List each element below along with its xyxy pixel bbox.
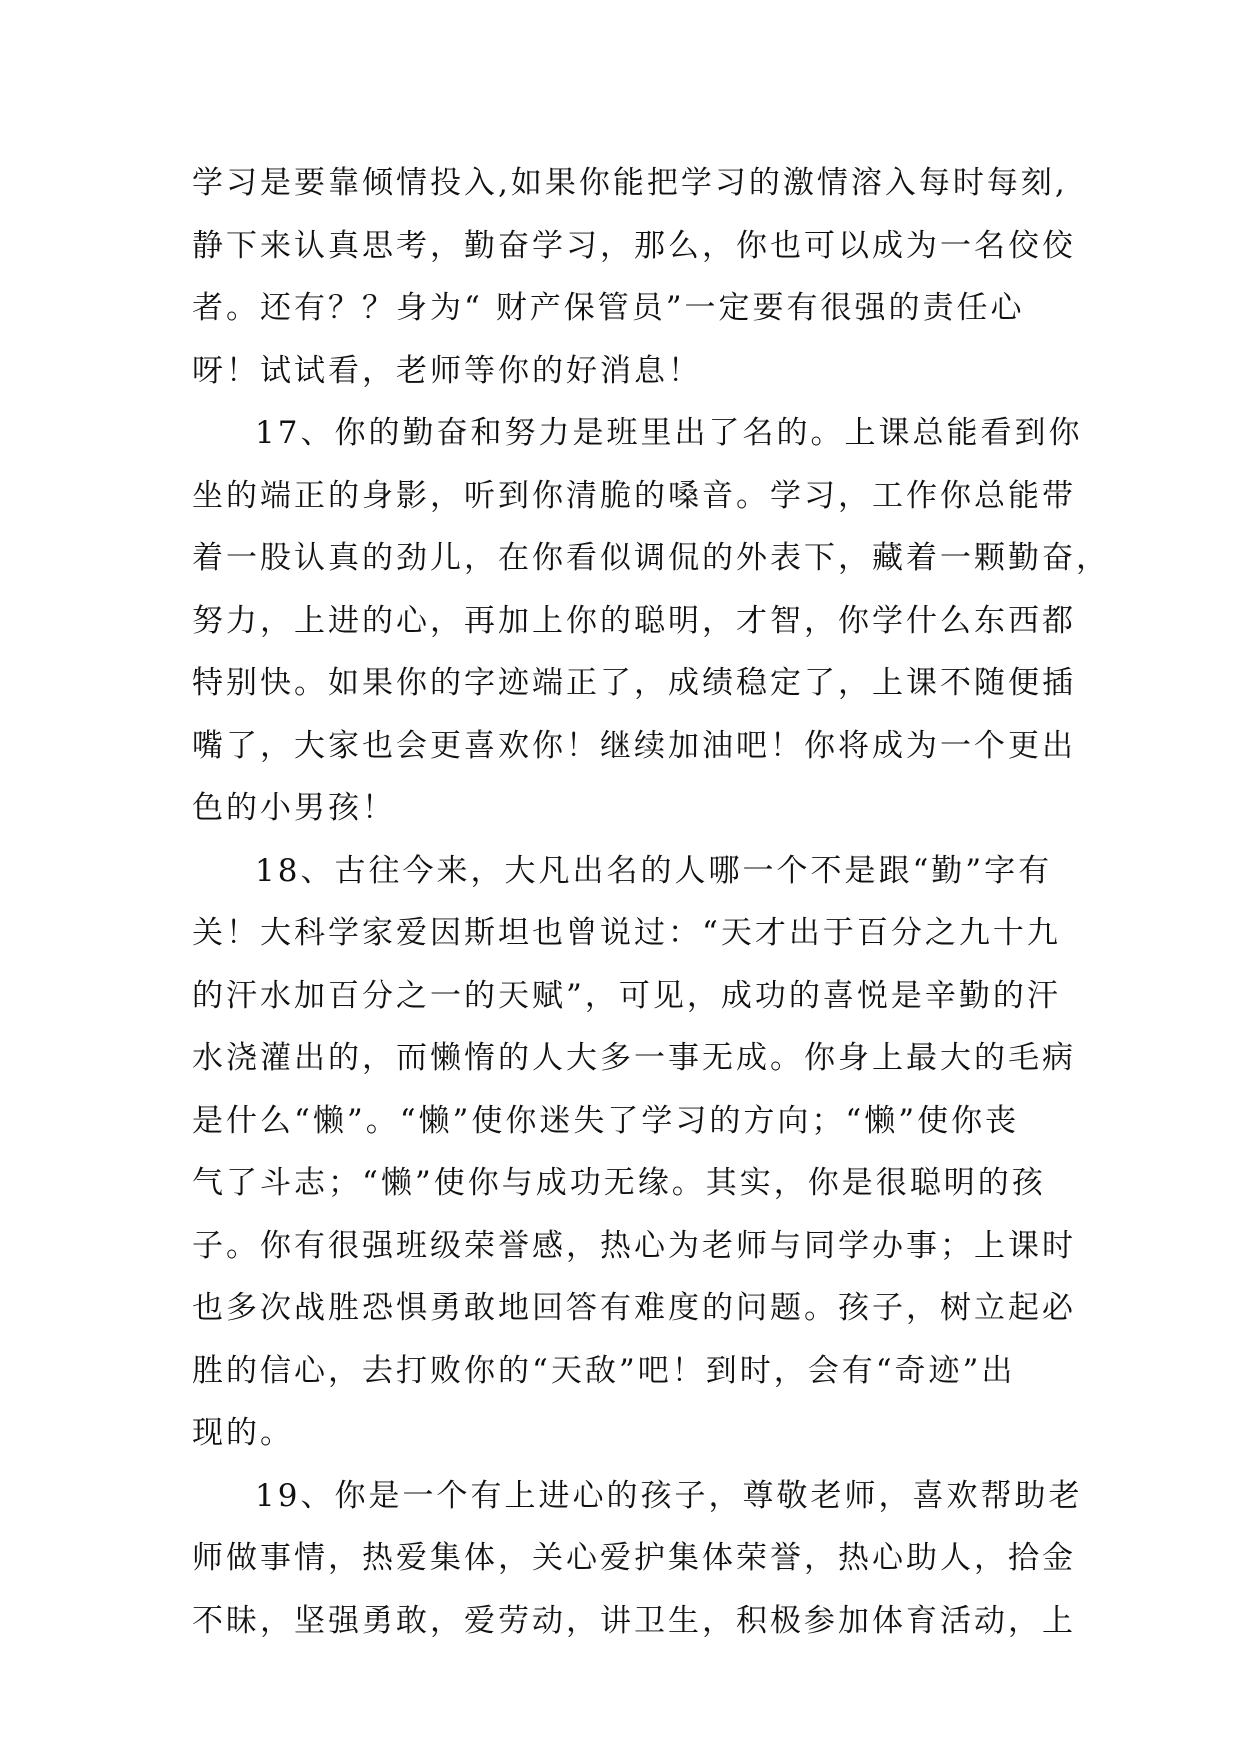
text-line: 师做事情，热爱集体，关心爱护集体荣誉，热心助人，拾金 [192, 1540, 1076, 1576]
text-line: 关！大科学家爱因斯坦也曾说过：“天才出于百分之九十九 [192, 915, 1061, 951]
text-line: 嘴了，大家也会更喜欢你！继续加油吧！你将成为一个更出 [192, 727, 1076, 764]
text-line: 19、你是一个有上进心的孩子，尊敬老师，喜欢帮助老 [255, 1477, 1083, 1514]
text-line: 者。还有？？身为“ 财产保管员”一定要有很强的责任心 [192, 290, 1025, 326]
text-line: 着一股认真的劲儿，在你看似调侃的外表下，藏着一颗勤奋， [192, 540, 1110, 576]
text-line: 17、你的勤奋和努力是班里出了名的。上课总能看到你 [255, 415, 1083, 451]
text-line: 是什么“懒”。“懒”使你迷失了学习的方向；“懒”使你丧 [192, 1102, 1020, 1139]
text-line: 水浇灌出的，而懒惰的人大多一事无成。你身上最大的毛病 [192, 1040, 1076, 1076]
text-line: 呀！试试看，老师等你的好消息！ [192, 352, 702, 389]
text-line: 不昧，坚强勇敢，爱劳动，讲卫生，积极参加体育活动，上 [192, 1602, 1076, 1639]
text-line: 现的。 [192, 1415, 294, 1451]
text-line: 特别快。如果你的字迹端正了，成绩稳定了，上课不随便插 [192, 665, 1076, 701]
paragraph-18 [192, 840, 1092, 1465]
text-line: 也多次战胜恐惧勇敢地回答有难度的问题。孩子，树立起必 [192, 1290, 1076, 1326]
text-line: 气了斗志；“懒”使你与成功无缘。其实，你是很聪明的孩 [192, 1165, 1046, 1201]
document-body [192, 152, 1110, 1652]
paragraph-continued [192, 152, 1092, 402]
text-line: 学习是要靠倾情投入,如果你能把学习的激情溶入每时每刻, [192, 165, 1068, 201]
text-line: 坐的端正的身影，听到你清脆的嗓音。学习，工作你总能带 [192, 477, 1076, 514]
text-line: 的汗水加百分之一的天赋”，可见，成功的喜悦是辛勤的汗 [192, 977, 1061, 1014]
paragraph-17 [192, 402, 1110, 840]
paragraph-19 [192, 1465, 1092, 1653]
text-line: 色的小男孩！ [192, 790, 396, 826]
text-line: 胜的信心，去打败你的“天敌”吧！到时，会有“奇迹”出 [192, 1352, 1016, 1389]
text-line: 努力，上进的心，再加上你的聪明，才智，你学什么东西都 [192, 602, 1076, 639]
text-line: 18、古往今来，大凡出名的人哪一个不是跟“勤”字有 [255, 852, 1053, 889]
text-line: 静下来认真思考，勤奋学习，那么，你也可以成为一名佼佼 [192, 227, 1076, 264]
text-line: 子。你有很强班级荣誉感，热心为老师与同学办事；上课时 [192, 1227, 1076, 1264]
